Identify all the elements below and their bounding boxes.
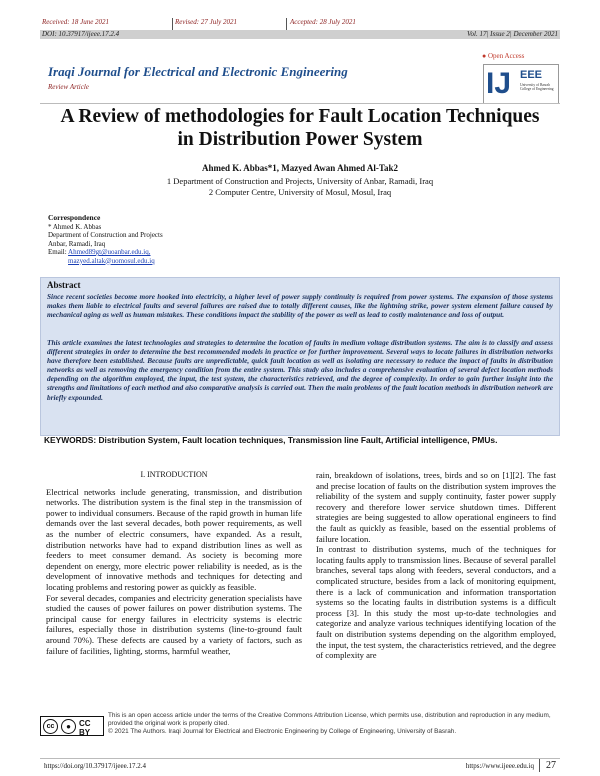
- intro-paragraph-4: In contrast to distribution systems, much of the techniques for locating faults apply to transmission lines. Because of several parallel branches, several taps along with feeders, several conductors, and a complicated structure, besides from a lack of monitoring equipment, there is a lack of communication and information transportation systems so the locating faults in distribution systems is a difficult process [3]. In this study the most up-to-date technologies and categorize and analyze various techniques identifying location of the fault on distribution systems depending on the algorithm employed, the input, the test system, the characteristics retrieved, and the degree of complexity are: [316, 544, 556, 661]
- abstract-box: [40, 277, 560, 436]
- cc-icon: cc: [43, 719, 58, 734]
- right-column: [316, 470, 556, 661]
- footer-divider: [539, 759, 540, 772]
- affiliation-1: 1 Department of Construction and Projects, University of Anbar, Ramadi, Iraq: [166, 176, 434, 186]
- attribution-icon: ●: [61, 719, 76, 734]
- authors: Ahmed K. Abbas*1, Mazyed Awan Ahmed Al-Tak2: [201, 163, 399, 173]
- email-link-1[interactable]: Ahmed89gt@uoanbar.edu.iq,: [68, 248, 151, 256]
- email-label: Email:: [48, 248, 67, 256]
- open-access-label: Open Access: [487, 52, 525, 60]
- journal-logo: [483, 64, 559, 104]
- doi-text: DOI: 10.37917/ijeee.17.2.4: [42, 30, 120, 38]
- received-date: Received: 18 June 2021: [42, 18, 110, 26]
- accepted-date: Accepted: 28 July 2021: [290, 18, 356, 26]
- correspondence-location: Anbar, Ramadi, Iraq: [48, 239, 106, 248]
- logo-subtitle: University of Basrah College of Engineering: [520, 83, 554, 91]
- open-access-icon: ●: [482, 52, 487, 60]
- journal-name: Iraqi Journal for Electrical and Electronic Engineering: [48, 64, 348, 79]
- keywords-label: KEYWORDS: [44, 435, 94, 445]
- left-column: [46, 470, 302, 656]
- correspondence-heading: Correspondence: [48, 213, 101, 222]
- cc-by-label: CC BY: [79, 719, 91, 737]
- open-access-badge: [482, 52, 524, 60]
- footer-site-link[interactable]: https://www.ijeee.edu.iq: [465, 762, 534, 770]
- intro-paragraph-2: For several decades, companies and electricity generation specialists have studied the causes of power failures on power distribution systems. The principal cause for energy failures in electricity systems is electric failures, especially those in distribution systems (line-to-ground fault around 70%). These defects are caused by a variety of factors, such as failure of facilities, lighting, storms, harmful weather,: [46, 592, 302, 656]
- abstract-paragraph-2: This article examines the latest technologies and strategies to determine the location of faults in medium voltage distribution systems. The aim is to classify and assess different strategies in order to determine the best recommended models in practice or for further improvement. Several ways to locate failures in distribution networks have therefore been established. Because faults are unpredictable, quick fault location as well as isolating are necessary to reduce the impact of faults in distribution networks as well as removing the emergency condition from the entire system. This study also includes a comprehensive evaluation of several defect location methods depending on the algorithm employed, the input, the test system, the characteristics retrieved, and the degree of complexity. In order to gain further insight into the strengths and limitations of each method and also comparative analysis is carried out. Then the main problems of the fault location methods in distribution network are briefly expounded.: [47, 338, 553, 402]
- divider: [40, 103, 560, 104]
- footer-doi-link[interactable]: https://doi.org/10.37917/ijeee.17.2.4: [44, 762, 146, 770]
- logo-ij: IJ: [486, 67, 512, 100]
- license-line-1: This is an open access article under the terms of the Creative Commons Attribution License, which permits use, distribution and reproduction in any medium, provided the original work is properly cited.: [108, 712, 551, 727]
- correspondence: [48, 214, 248, 265]
- page-number: 27: [546, 760, 556, 771]
- header-dates: [40, 18, 560, 30]
- correspondence-dept: Department of Construction and Projects: [48, 231, 163, 239]
- paper-title: A Review of methodologies for Fault Location Techniques in Distribution Power System: [60, 106, 540, 150]
- abstract-heading: Abstract: [47, 280, 81, 290]
- license-line-2: © 2021 The Authors. Iraqi Journal for Electrical and Electronic Engineering by College of Engineering, University of Basrah.: [108, 728, 457, 735]
- intro-paragraph-3: rain, breakdown of isolations, trees, birds and so on [1][2]. The fast and precise location of faults on the distribution system improves the reliability of the system and supply continuity, faster power supply recovery and therefore lower service shutdown times. Different strategies are being suggested to allow operational engineers to find the fault as quickly as feasible, based on the essential problems of failure location.: [316, 470, 556, 544]
- affiliation-2: 2 Computer Centre, University of Mosul, Mosul, Iraq: [208, 187, 392, 197]
- volume-text: Vol. 17| Issue 2| December 2021: [467, 30, 558, 38]
- intro-paragraph-1: Electrical networks include generating, transmission, and distribution networks. The distribution system is the final step in the transmission of power to individual consumers. Because of the rapid growth in human life demands over the last several decades, both power requirements, as well as the number of electric consumers, have expanded. As a result, distribution networks have had to expand distribution lines as well as feeders to meet consumer demand. As society is becoming more dependent on energy, more electric power reliability is needed, as is the development of innovative methods and techniques for detecting and locating problems and restoring power as quickly as feasible.: [46, 486, 302, 592]
- license-block: [40, 712, 560, 746]
- cc-by-badge[interactable]: [40, 716, 104, 736]
- revised-date: Revised: 27 July 2021: [175, 18, 238, 26]
- section-title: I. INTRODUCTION: [140, 470, 208, 479]
- keywords-text: : Distribution System, Fault location techniques, Transmission line Fault, Artificial intelligence, PMUs.: [93, 435, 498, 445]
- article-type: Review Article: [48, 83, 89, 91]
- keywords: [44, 435, 497, 445]
- header-divider: [286, 18, 287, 30]
- header-divider: [172, 18, 173, 30]
- divider: [40, 758, 560, 759]
- license-text: [108, 712, 560, 736]
- correspondence-name: * Ahmed K. Abbas: [48, 222, 102, 231]
- abstract-paragraph-1: Since recent societies become more hooked into electricity, a higher level of power supply continuity is required from power systems. The expansion of those systems makes them liable to electrical faults and several failures are raised due to totally different causes, like the lightning strike, power system element failure caused by mechanical aging as well as human mistakes. These conditions impact the stability of the power as well as lead to costly maintenance and loss of output.: [47, 292, 553, 320]
- logo-eee: EEE: [520, 69, 543, 81]
- email-link-2[interactable]: mazyed.altak@uomosul.edu.iq: [68, 256, 155, 265]
